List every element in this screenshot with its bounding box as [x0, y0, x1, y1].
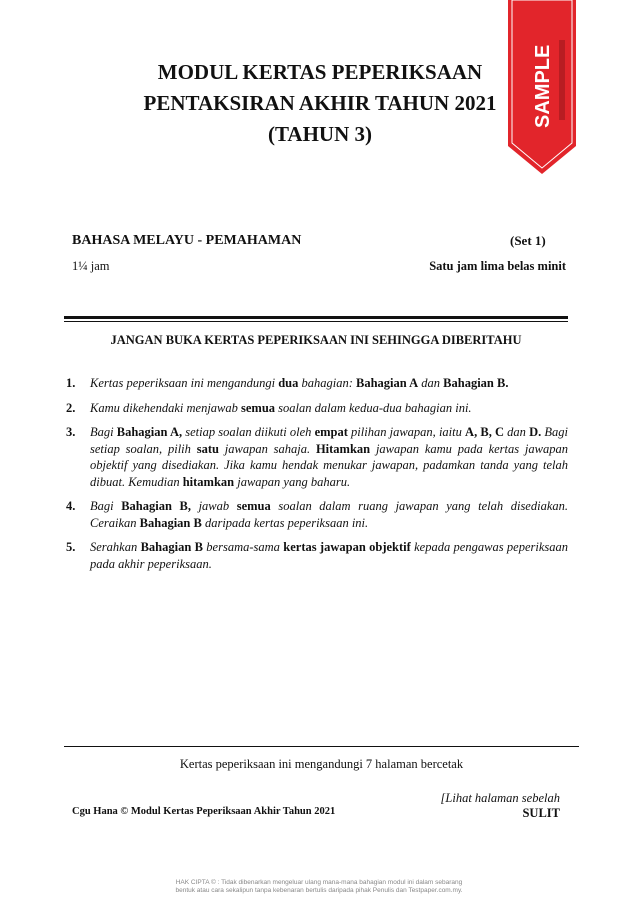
set-label: (Set 1) [510, 233, 546, 248]
title-line-2: PENTAKSIRAN AKHIR TAHUN 2021 [143, 91, 497, 115]
subject-title: BAHASA MELAYU - PEMAHAMAN [72, 233, 302, 248]
warning-heading: JANGAN BUKA KERTAS PEPERIKSAAN INI SEHINGGA DIBERITAHU [110, 333, 522, 347]
instruction-number: 3. [66, 425, 76, 439]
next-page-note: [Lihat halaman sebelah [440, 791, 560, 805]
footer-divider [64, 746, 579, 747]
copyright-notice-line-1: HAK CIPTA © : Tidak dibenarkan mengeluar ulang mana-mana bahagian modul ini dalam sebarang [175, 879, 463, 886]
instruction-number: 5. [66, 540, 76, 554]
copyright-notice-line-2: bentuk atau cara sekalipun tanpa kebenaran bertulis daripada pihak Penulis dan Testpaper.com.my. [175, 887, 463, 894]
instruction-text: Bagi Bahagian A, setiap soalan diikuti oleh empat pilihan jawapan, iaitu A, B, C dan D. Bagi setiap soalan, pilih satu jawapan sahaja. Hitamkan jawapan kamu pada kertas jawapan objektif yang disediakan. Jika kamu hendak menukar jawapan, padamkan tanda yang telah dibuat. Kemudian hitamkan jawapan yang baharu. [90, 425, 568, 489]
sample-ribbon [502, 0, 582, 182]
copyright-line: Cgu Hana © Modul Kertas Peperiksaan Akhir Tahun 2021 [72, 806, 336, 817]
duration: 1¼ jam [72, 259, 110, 273]
instruction-item [66, 375, 568, 392]
title-line-3: (TAHUN 3) [267, 122, 372, 146]
instructions-list [66, 375, 568, 580]
instruction-number: 1. [66, 376, 76, 390]
instruction-item [66, 400, 568, 417]
ribbon-label: SAMPLE [532, 44, 554, 128]
instruction-text: Kamu dikehendaki menjawab semua soalan dalam kedua-dua bahagian ini. [90, 400, 472, 415]
instruction-text: Kertas peperiksaan ini mengandungi dua bahagian: Bahagian A dan Bahagian B. [90, 376, 509, 390]
page-count: Kertas peperiksaan ini mengandungi 7 halaman bercetak [179, 757, 464, 771]
title-line-1: MODUL KERTAS PEPERIKSAAN [157, 60, 483, 84]
instruction-item [66, 424, 568, 490]
copyright-notice [100, 879, 538, 895]
instruction-number: 4. [66, 499, 76, 513]
instruction-item [66, 539, 568, 572]
divider-thick [64, 316, 568, 319]
instruction-item [66, 498, 568, 531]
instruction-number: 2. [66, 400, 76, 415]
duration-words: Satu jam lima belas minit [429, 259, 566, 273]
sulit-label: SULIT [522, 806, 560, 820]
divider-thin [64, 321, 568, 322]
instruction-text: Bagi Bahagian B, jawab semua soalan dalam ruang jawapan yang telah disediakan. Ceraikan Bahagian B daripada kertas peperiksaan ini. [90, 499, 568, 530]
instruction-text: Serahkan Bahagian B bersama-sama kertas jawapan objektif kepada pengawas peperiksaan pada akhir peperiksaan. [90, 540, 568, 571]
